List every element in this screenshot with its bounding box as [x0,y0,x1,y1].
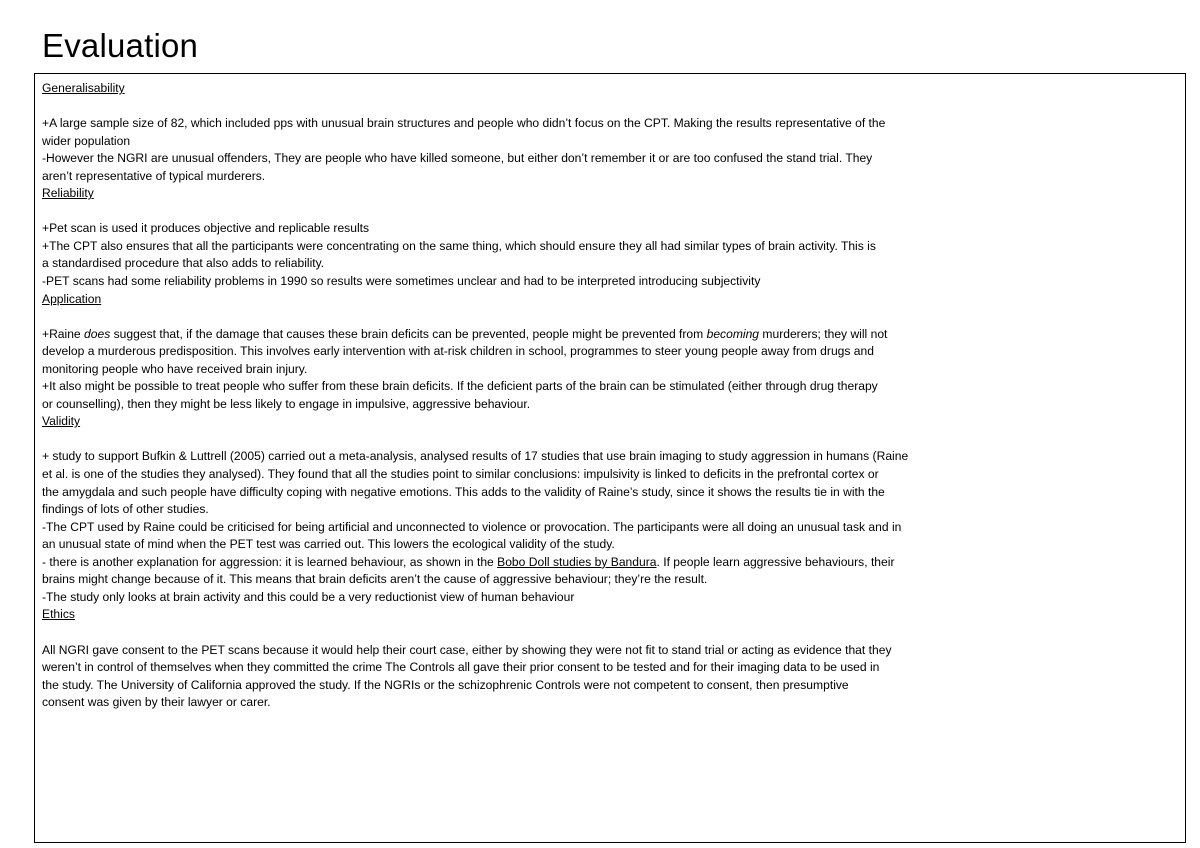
bandura-link[interactable]: Bobo Doll studies by Bandura [497,554,657,569]
text-line: an unusual state of mind when the PET test was carried out. This lowers the ecological validity of the study. [42,537,615,552]
section-heading-application: Application [42,291,102,306]
text-line: or counselling), then they might be less likely to engage in impulsive, aggressive behaviour. [42,396,531,411]
text-line: brains might change because of it. This means that brain deficits aren’t the cause of aggressive behaviour; they’re the result. [42,572,708,587]
text-line: -The study only looks at brain activity and this could be a very reductionist view of human behaviour [42,589,575,604]
text-line: +The CPT also ensures that all the participants were concentrating on the same thing, which should ensure they all had similar types of brain activity. This is [42,238,876,253]
text-line: a standardised procedure that also adds to reliability. [42,256,325,271]
section-heading-ethics: Ethics [42,607,75,622]
text-run: murderers; they will not [759,326,888,341]
text-line: All NGRI gave consent to the PET scans because it would help their court case, either by showing they were not fit to stand trial or acting as evidence that they [42,642,892,657]
section-heading-validity: Validity [42,414,81,429]
text-line: -However the NGRI are unusual offenders, They are people who have killed someone, but either don’t remember it or are too confused the stand trial. They [42,151,873,166]
text-line: wider population [42,133,131,148]
text-line: + study to support Bufkin & Luttrell (2005) carried out a meta-analysis, analysed results of 17 studies that use brain imaging to study aggression in humans (Raine [42,449,909,464]
text-run: +Raine [42,326,85,341]
section-reliability [42,185,1177,290]
section-generalisability [42,80,1177,185]
text-line: findings of lots of other studies. [42,502,209,517]
section-ethics [42,606,1177,711]
text-line: +Pet scan is used it produces objective and replicable results [42,221,370,236]
text-line: aren’t representative of typical murderers. [42,168,266,183]
text-line: -The CPT used by Raine could be criticised for being artificial and unconnected to violence or provocation. The participants were all doing an unusual task and in [42,519,902,534]
text-line: weren’t in control of themselves when they committed the crime The Controls all gave their prior consent to be tested and for their imaging data to be used in [42,660,880,675]
section-validity [42,413,1177,606]
section-application [42,291,1177,414]
text-run: suggest that, if the damage that causes these brain deficits can be prevented, people might be prevented from [110,326,707,341]
text-run-italic: becoming [706,326,760,341]
text-line: the amygdala and such people have difficulty coping with negative emotions. This adds to the validity of Raine’s study, since it shows the results tie in with the [42,484,885,499]
section-heading-generalisability: Generalisability [42,81,125,95]
text-line: -PET scans had some reliability problems in 1990 so results were sometimes unclear and had to be interpreted introducing subjectivity [42,274,761,289]
text-line: +It also might be possible to treat people who suffer from these brain deficits. If the deficient parts of the brain can be stimulated (either through drug therapy [42,379,878,394]
text-line: the study. The University of California approved the study. If the NGRIs or the schizophrenic Controls were not competent to consent, then presumptive [42,677,849,692]
text-run: - there is another explanation for aggression: it is learned behaviour, as shown in the [42,554,498,569]
text-line: monitoring people who have received brain injury. [42,361,308,376]
text-run-italic: does [84,326,111,341]
text-line: +A large sample size of 82, which included pps with unusual brain structures and people who didn’t focus on the CPT. Making the results representative of the [42,116,886,131]
evaluation-box [34,73,1186,843]
text-line: consent was given by their lawyer or carer. [42,695,271,710]
text-line [42,326,1177,344]
section-heading-reliability: Reliability [42,186,94,201]
text-line: et al. is one of the studies they analysed). They found that all the studies point to similar conclusions: impulsivity is linked to deficits in the prefrontal cortex or [42,467,879,482]
page-title: Evaluation [42,27,199,64]
text-line: develop a murderous predisposition. This involves early intervention with at-risk children in school, programmes to steer young people away from drugs and [42,344,874,359]
text-run: . If people learn aggressive behaviours, their [656,554,895,569]
text-line [42,554,1177,572]
